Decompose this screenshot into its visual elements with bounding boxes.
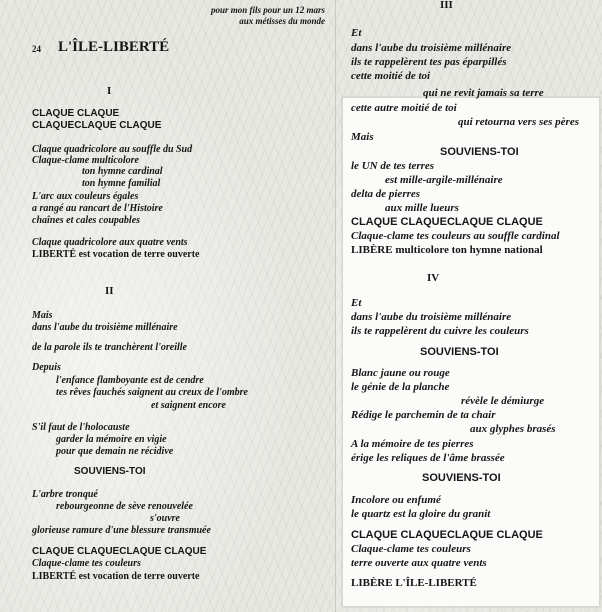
poem-line: Blanc jaune ou rouge bbox=[351, 367, 450, 379]
poem-line: Claque quadricolore au souffle du Sud bbox=[32, 144, 193, 155]
poem-line: l'enfance flamboyante est de cendre bbox=[56, 375, 204, 386]
poem-line: S'il faut de l'holocauste bbox=[32, 422, 130, 433]
poem-line: garder la mémoire en vigie bbox=[56, 434, 167, 445]
poem-line: glorieuse ramure d'une blessure transmuée bbox=[32, 525, 211, 536]
section-numeral-II: II bbox=[105, 285, 114, 297]
poem-line: ton hymne cardinal bbox=[82, 166, 163, 177]
poem-line: le génie de la planche bbox=[351, 381, 450, 393]
poem-line: aux mille lueurs bbox=[385, 202, 459, 214]
poem-line: pour que demain ne récidive bbox=[56, 446, 174, 457]
poem-line: cette moitié de toi bbox=[351, 70, 431, 82]
poem-line: CLAQUE CLAQUE bbox=[32, 108, 120, 119]
poem-line: s'ouvre bbox=[150, 513, 180, 524]
poem-line: chaînes et cales coupables bbox=[32, 215, 141, 226]
poem-line: Mais bbox=[32, 310, 53, 321]
poem-line: ils te rappelèrent du cuivre les couleurs bbox=[351, 325, 529, 337]
dedication-line-1: pour mon fils pour un 12 mars bbox=[210, 5, 325, 15]
poem-line: CLAQUE CLAQUECLAQUE CLAQUE bbox=[351, 529, 543, 541]
souviens-toi-heading: SOUVIENS-TOI bbox=[420, 346, 499, 358]
poem-line: LIBERTÉ est vocation de terre ouverte bbox=[32, 571, 200, 582]
poem-line: révèle le démiurge bbox=[461, 395, 545, 407]
poem-line: CLAQUECLAQUE CLAQUE bbox=[32, 120, 162, 131]
poem-line: LIBÈRE L'ÎLE-LIBERTÉ bbox=[351, 577, 477, 589]
poem-line: Incolore ou enfumé bbox=[351, 494, 441, 506]
poem-line: Claque-clame tes couleurs bbox=[351, 543, 471, 555]
poem-line: dans l'aube du troisième millénaire bbox=[351, 42, 512, 54]
poem-line: LIBÈRE multicolore ton hymne national bbox=[351, 244, 543, 256]
poem-line: Claque-clame tes couleurs au souffle cardinal bbox=[351, 230, 560, 242]
poem-line: le UN de tes terres bbox=[351, 160, 435, 172]
poem-line: A la mémoire de tes pierres bbox=[351, 438, 474, 450]
souviens-toi-heading: SOUVIENS-TOI bbox=[74, 466, 146, 477]
poem-line: Claque-clame tes couleurs bbox=[32, 558, 141, 569]
poem-line: rebourgeonne de sève renouvelée bbox=[56, 501, 193, 512]
poem-line: qui ne revit jamais sa terre bbox=[423, 87, 544, 99]
section-numeral-I: I bbox=[107, 85, 112, 97]
section-numeral-IV: IV bbox=[427, 272, 440, 284]
poem-line: ton hymne familial bbox=[82, 178, 161, 189]
section-numeral-III: III bbox=[440, 0, 453, 11]
poem-line: Rédige le parchemin de ta chair bbox=[351, 409, 496, 421]
poem-line: aux glyphes brasés bbox=[470, 423, 556, 435]
poem-line: ils te rappelèrent tes pas éparpillés bbox=[351, 56, 507, 68]
page-number: 24 bbox=[32, 44, 41, 54]
poem-line: est mille-argile-millénaire bbox=[385, 174, 503, 186]
dedication-line-2: aux métisses du monde bbox=[239, 16, 325, 26]
poem-line: Et bbox=[351, 297, 362, 309]
souviens-toi-heading: SOUVIENS-TOI bbox=[422, 472, 501, 484]
souviens-toi-heading: SOUVIENS-TOI bbox=[440, 146, 519, 158]
poem-line: Depuis bbox=[32, 362, 61, 373]
poem-line: delta de pierres bbox=[351, 188, 421, 200]
poem-line: LIBERTÉ est vocation de terre ouverte bbox=[32, 249, 200, 260]
poem-line: de la parole ils te tranchèrent l'oreille bbox=[32, 342, 187, 353]
poem-line: a rangé au rancart de l'Histoire bbox=[32, 203, 163, 214]
poem-line: dans l'aube du troisième millénaire bbox=[351, 311, 512, 323]
poem-line: tes rêves fauchés saignent au creux de l'ombre bbox=[56, 387, 248, 398]
poem-title: L'ÎLE-LIBERTÉ bbox=[58, 39, 170, 55]
poem-line: le quartz est la gloire du granit bbox=[351, 508, 491, 520]
poem-line: Claque quadricolore aux quatre vents bbox=[32, 237, 188, 248]
poem-line: dans l'aube du troisième millénaire bbox=[32, 322, 178, 333]
poem-line: Mais bbox=[351, 131, 374, 143]
poem-line: Claque-clame multicolore bbox=[32, 155, 139, 166]
poem-line: CLAQUE CLAQUECLAQUE CLAQUE bbox=[32, 546, 207, 557]
poem-line: Et bbox=[351, 27, 362, 39]
poem-line: CLAQUE CLAQUECLAQUE CLAQUE bbox=[351, 216, 543, 228]
poem-line: érige les reliques de l'âme brassée bbox=[351, 452, 505, 464]
poem-line: et saignent encore bbox=[151, 400, 226, 411]
poem-line: terre ouverte aux quatre vents bbox=[351, 557, 487, 569]
poem-line: cette autre moitié de toi bbox=[351, 102, 457, 114]
poem-line: L'arc aux couleurs égales bbox=[32, 191, 139, 202]
poem-line: qui retourna vers ses pères bbox=[458, 116, 580, 128]
poem-line: L'arbre tronqué bbox=[32, 489, 98, 500]
